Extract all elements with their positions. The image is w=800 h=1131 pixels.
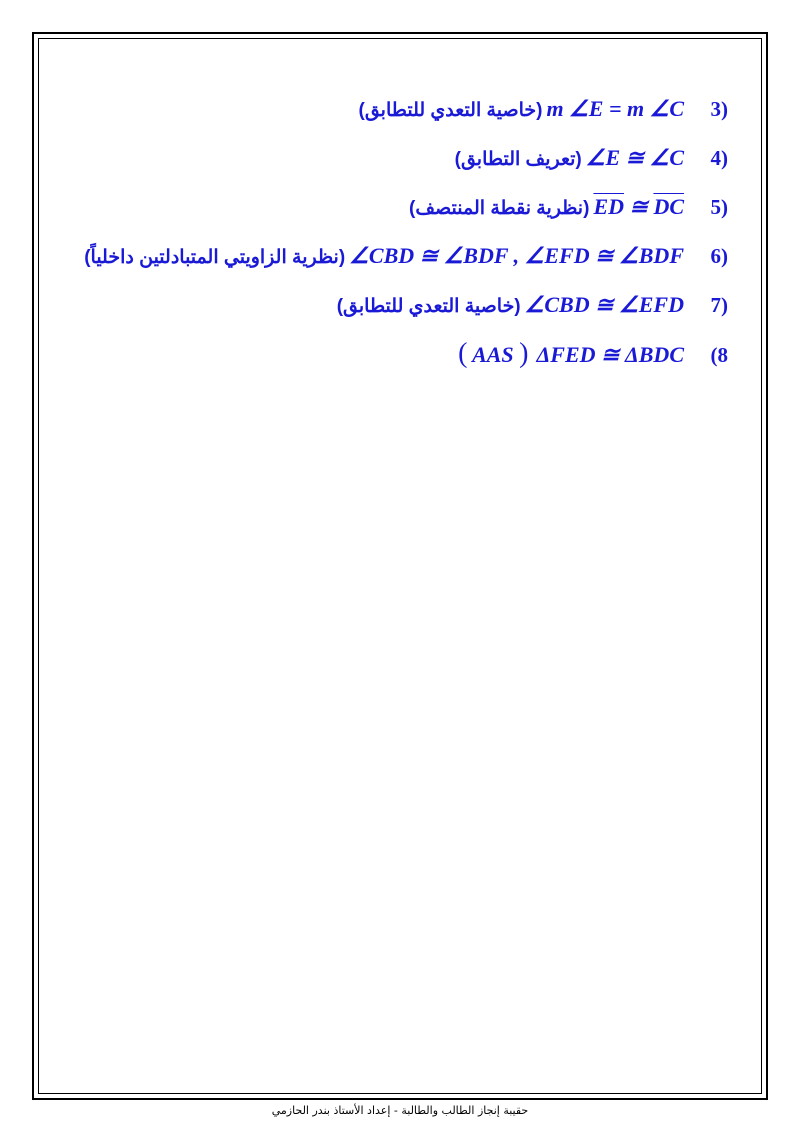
step-reason: (خاصية التعدي للتطابق) bbox=[358, 100, 543, 121]
proof-step-6 bbox=[68, 241, 728, 290]
step-reason: (نظرية الزاويتي المتبادلتين داخلياً) bbox=[84, 247, 346, 268]
paren-close: ) bbox=[519, 338, 529, 369]
reason-aas: AAS bbox=[472, 342, 514, 367]
paren-open: ( bbox=[458, 338, 468, 369]
page-footer: حقيبة إنجاز الطالب والطالبة - إعداد الأستاذ بندر الحازمي bbox=[271, 1104, 529, 1117]
step-number: 6) bbox=[710, 244, 728, 268]
proof-step-7 bbox=[68, 290, 728, 339]
proof-step-5 bbox=[68, 192, 728, 241]
step-number: 3) bbox=[710, 97, 728, 121]
proof-step-4 bbox=[68, 143, 728, 192]
step-statement: ΔFED ≅ ΔBDC bbox=[536, 342, 684, 367]
step-reason: (تعريف التطابق) bbox=[454, 149, 582, 170]
proof-step-3 bbox=[68, 94, 728, 143]
step-reason: (نظرية نقطة المنتصف) bbox=[409, 198, 590, 219]
step-statement: ∠CBD ≅ ∠EFD bbox=[524, 292, 684, 317]
step-statement: m ∠E = m ∠C bbox=[546, 96, 684, 121]
step-statement: ∠CBD ≅ ∠BDF , ∠EFD ≅ ∠BDF bbox=[349, 243, 684, 268]
step-number: (8 bbox=[710, 343, 728, 367]
step-number: 5) bbox=[710, 195, 728, 219]
step-statement: ∠E ≅ ∠C bbox=[585, 145, 684, 170]
congruent-symbol: ≅ bbox=[629, 194, 648, 219]
proof-step-8 bbox=[68, 339, 728, 388]
step-number: 7) bbox=[710, 293, 728, 317]
segment-dc: $\overline{DC}$ bbox=[653, 194, 684, 219]
segment-ed: $\overline{ED}$ bbox=[593, 194, 624, 219]
step-number: 4) bbox=[710, 146, 728, 170]
step-reason bbox=[458, 339, 528, 370]
step-reason: (خاصية التعدي للتطابق) bbox=[336, 296, 521, 317]
proof-steps bbox=[68, 94, 728, 388]
step-statement bbox=[593, 192, 684, 222]
